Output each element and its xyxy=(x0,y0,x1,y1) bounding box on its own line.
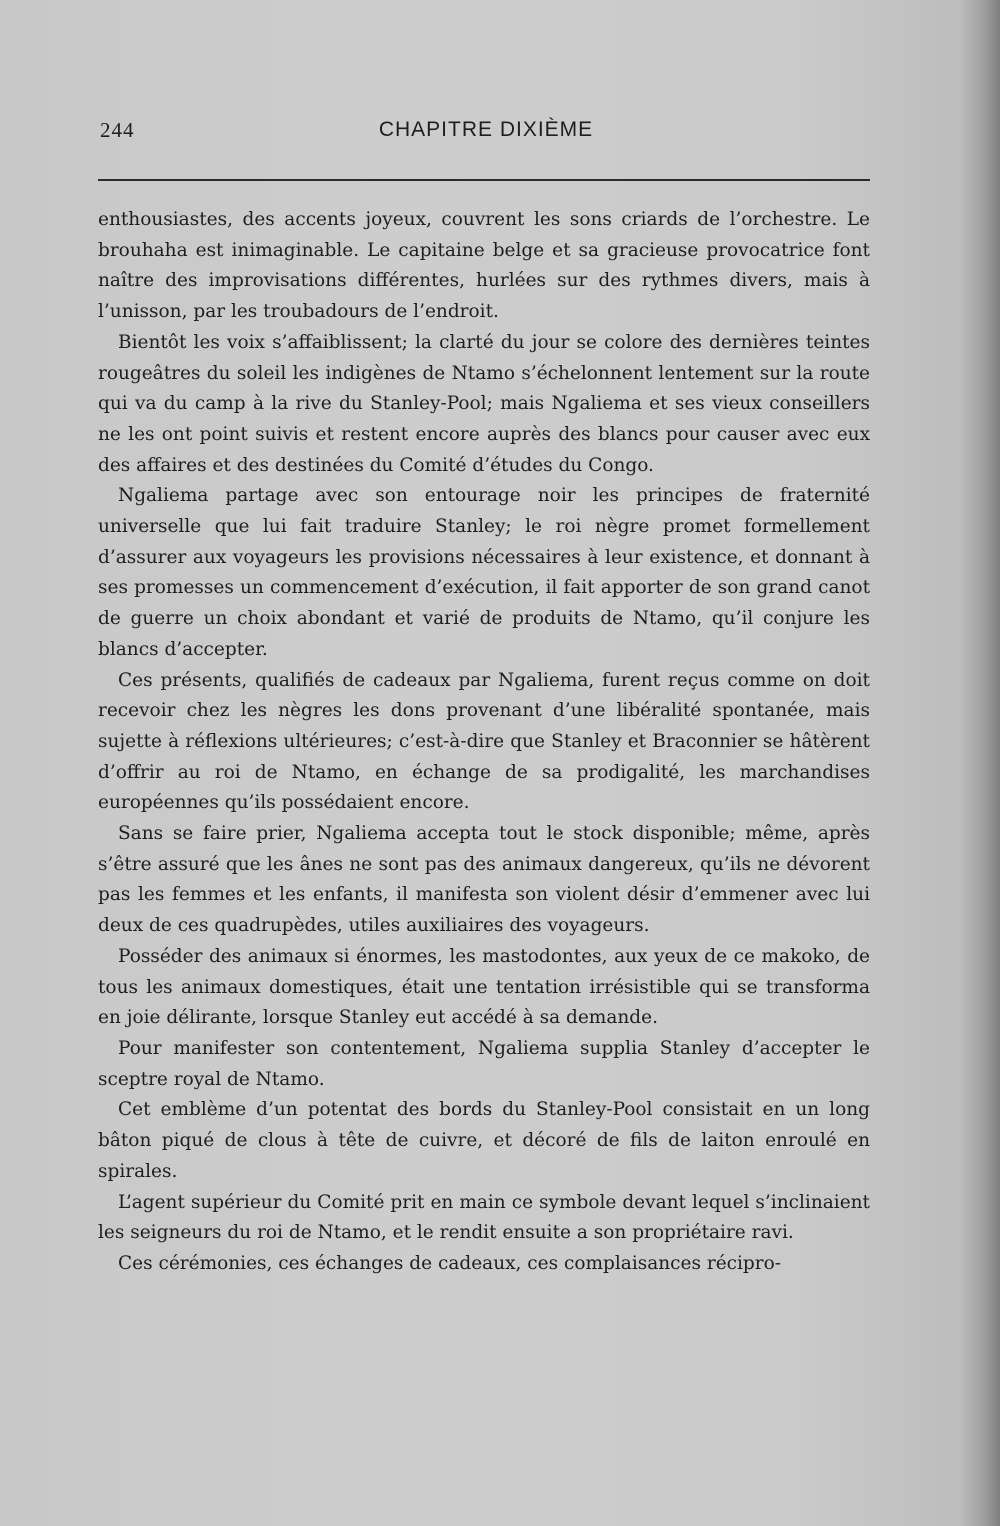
paragraph-4: Ces présents, qualifiés de cadeaux par Ngaliema, furent reçus comme on doit recevoir chez les nègres les dons provenant d’une libéralité spontanée, mais sujette à réflexions ultérieures; c’est-à-dire que Stanley et Braconnier se hâtèrent d’offrir au roi de Ntamo, en échange de sa prodigalité, les marchandises européennes qu’ils possédaient encore. xyxy=(98,669,870,814)
paragraph-8: Cet emblème d’un potentat des bords du Stanley-Pool consistait en un long bâton piqué de clous à tête de cuivre, et décoré de fils de laiton enroulé en spirales. xyxy=(98,1099,870,1182)
paragraph-7: Pour manifester son contentement, Ngaliema supplia Stanley d’accepter le sceptre royal de Ntamo. xyxy=(98,1037,870,1090)
body-text xyxy=(98,205,870,1280)
paragraph-5: Sans se faire prier, Ngaliema accepta tout le stock disponible; même, après s’être assuré que les ânes ne sont pas des animaux dangereux, qu’ils ne dévorent pas les femmes et les enfants, il manifesta son violent désir d’emmener avec lui deux de ces quadrupèdes, utiles auxiliaires des voyageurs. xyxy=(98,823,870,937)
page-number: 244 xyxy=(100,118,135,142)
paragraph-10: Ces cérémonies, ces échanges de cadeaux, ces complaisances récipro- xyxy=(118,1252,782,1274)
paragraph-6: Posséder des animaux si énormes, les mastodontes, aux yeux de ce makoko, de tous les animaux domestiques, était une tentation irrésistible qui se transforma en joie délirante, lorsque Stanley eut accédé à sa demande. xyxy=(98,945,870,1029)
running-title: CHAPITRE DIXIÈME xyxy=(378,118,594,141)
page-header xyxy=(100,118,872,152)
paragraph-9: L’agent supérieur du Comité prit en main ce symbole devant lequel s’inclinaient les seigneurs du roi de Ntamo, et le rendit ensuite a son propriétaire ravi. xyxy=(98,1191,870,1244)
paragraph-3: Ngaliema partage avec son entourage noir les principes de fraternité universelle que lui fait traduire Stanley; le roi nègre promet formellement d’assurer aux voyageurs les provisions nécessaires à leur existence, et donnant à ses promesses un commencement d’exécution, il fait apporter de son grand canot de guerre un choix abondant et varié de produits de Ntamo, qu’il conjure les blancs d’accepter. xyxy=(98,485,870,660)
paragraph-1: enthousiastes, des accents joyeux, couvrent les sons criards de l’orchestre. Le brouhaha est inimaginable. Le capitaine belge et sa gracieuse provocatrice font naître des improvisations différentes, hurlées sur des rythmes divers, mais à l’unisson, par les troubadours de l’endroit. xyxy=(98,209,870,323)
header-rule xyxy=(98,179,870,181)
paragraph-2: Bientôt les voix s’affaiblissent; la clarté du jour se colore des dernières teintes rougeâtres du soleil les indigènes de Ntamo s’échelonnent lentement sur la route qui va du camp à la rive du Stanley-Pool; mais Ngaliema et ses vieux conseillers ne les ont point suivis et restent encore auprès des blancs pour causer avec eux des affaires et des destinées du Comité d’études du Congo. xyxy=(98,331,870,476)
page-edge-shadow xyxy=(960,0,1000,1526)
